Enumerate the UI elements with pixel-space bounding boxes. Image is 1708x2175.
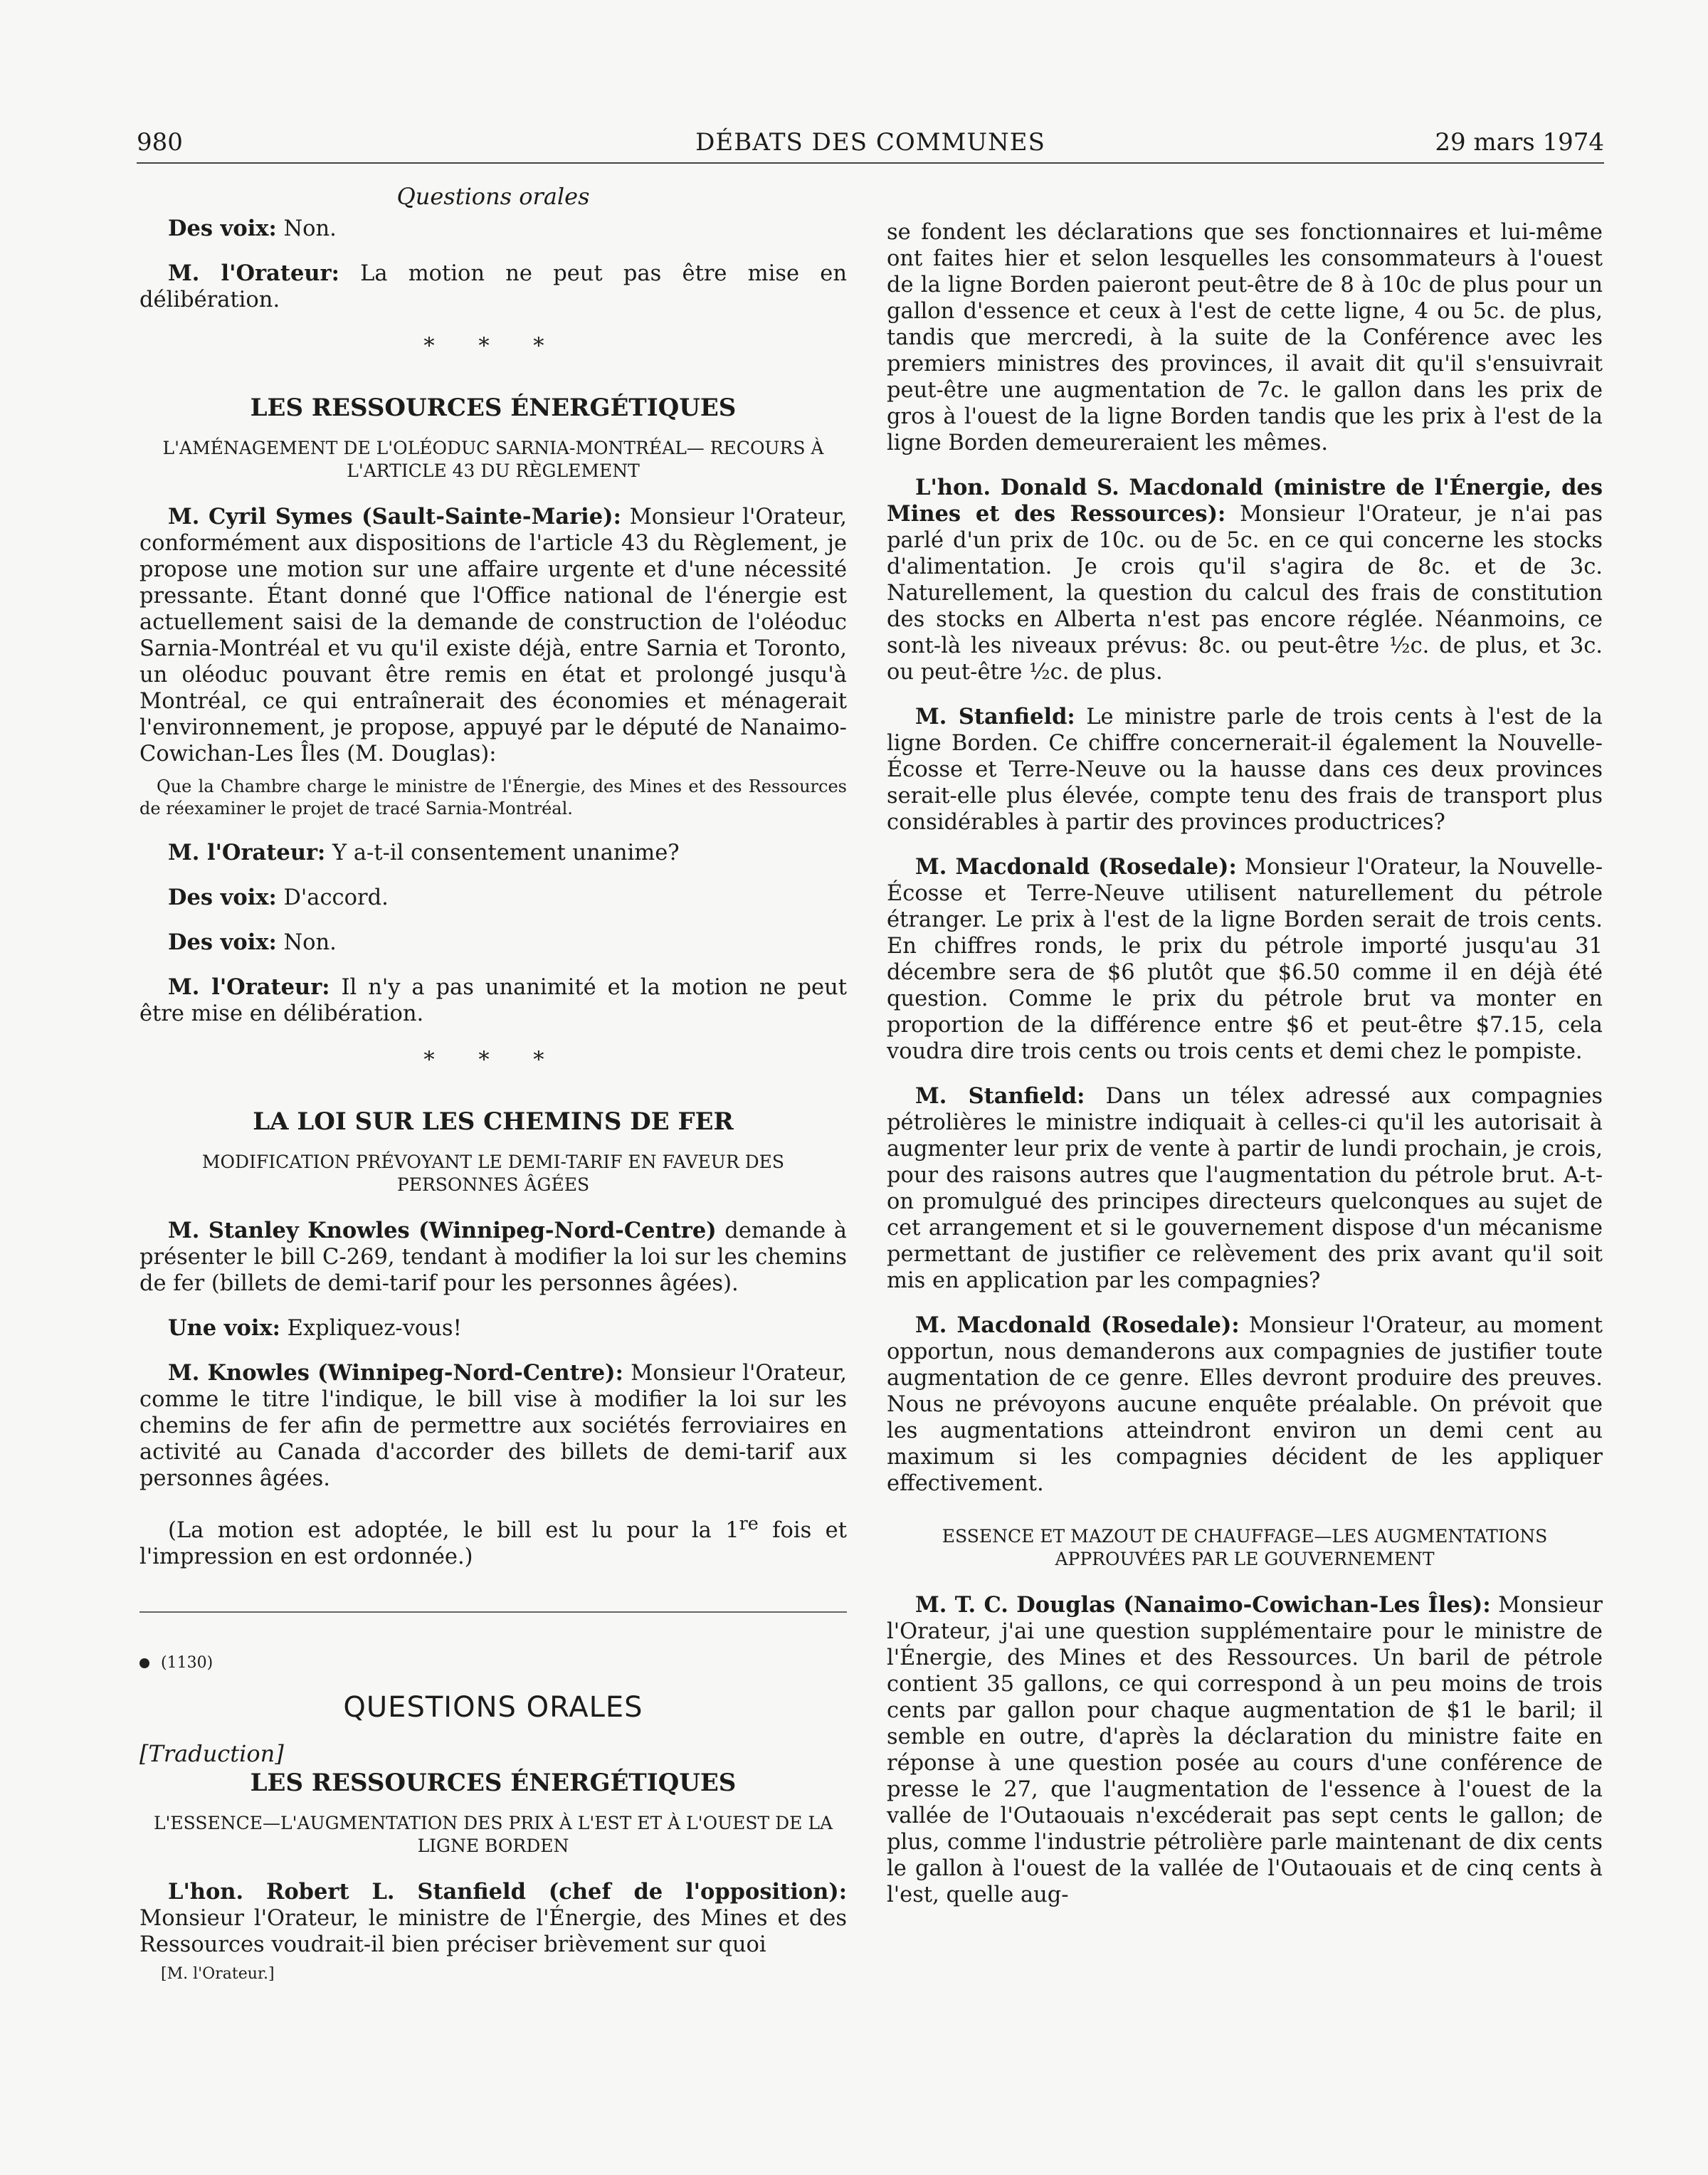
subsection-heading: MODIFICATION PRÉVOYANT LE DEMI-TARIF EN FAVEUR DES PERSONNES ÂGÉES	[201, 1152, 785, 1195]
paragraph	[139, 1360, 847, 1492]
paragraph	[887, 854, 1603, 1065]
speech-text: Monsieur l'Orateur, la Nouvelle-Écosse et Terre-Neuve utilisent naturellement du pétrole étranger. Le prix à l'est de la ligne Borden serait de trois cents. En chiffres ronds, le prix du pétrole importé jusqu'au 31 décembre sera de $6 plutôt que $6.50 comme il en déjà été question. Comme le prix du pétrole brut va monter en proportion de la différence entre $6 et peut-être $7.15, cela voudra dire trois cents ou trois cents et demi chez le pompiste.	[887, 855, 1603, 1064]
speaker: Des voix:	[168, 885, 277, 910]
page-title: DÉBATS DES COMMUNES	[695, 128, 1045, 157]
time-marker	[139, 1650, 847, 1676]
speech-text: Non.	[276, 930, 337, 955]
speech-text: Non.	[276, 216, 337, 241]
speech-text: Y a-t-il consentement unanime?	[325, 841, 680, 865]
speaker: M. Macdonald (Rosedale):	[915, 854, 1237, 880]
running-title: Questions orales	[396, 183, 590, 210]
speaker: M. l'Orateur:	[168, 840, 326, 865]
paragraph	[887, 1592, 1603, 1908]
speaker: M. Stanfield:	[915, 1083, 1085, 1109]
speech-text: Monsieur l'Orateur, j'ai une question supplémentaire pour le ministre de l'Énergie, des Mines et des Ressources. Un baril de pétrole contient 35 gallons, ce qui correspond à un peu moins de trois cents par gallon pour chaque augmentation de $1 le baril; il semble en outre, d'après la déclaration du ministre faite en réponse à une question posée au cours d'une conférence de presse le 27, que l'augmentation de l'essence à l'ouest de la vallée de l'Outaouais n'excéderait pas sept cents le gallon; de plus, comme l'industrie pétrolière parle maintenant de dix cents le gallon à l'ouest de la vallée de l'Outaouais et de cinq cents à l'est, quelle aug-	[887, 1593, 1603, 1907]
right-column	[887, 219, 1603, 1927]
speaker: L'hon. Donald S. Macdonald (ministre de l'Énergie, des Mines et des Ressources):	[887, 475, 1603, 527]
speaker: M. Knowles (Winnipeg-Nord-Centre):	[168, 1360, 623, 1386]
paragraph	[139, 885, 847, 911]
motion-text: Que la Chambre charge le ministre de l'Énergie, des Mines et des Ressources de réexaminer le projet de tracé Sarnia-Montréal.	[139, 776, 847, 818]
time-marker-text: (1130)	[161, 1654, 214, 1673]
speaker: M. T. C. Douglas (Nanaimo-Cowichan-Les Îles):	[915, 1592, 1491, 1618]
section-separator: * * *	[423, 334, 563, 359]
paragraph	[139, 504, 847, 767]
footer-note: [M. l'Orateur.]	[161, 1965, 275, 1984]
speaker: M. l'Orateur:	[168, 974, 330, 1000]
paragraph	[139, 1879, 847, 1958]
speaker: M. l'Orateur:	[168, 260, 339, 286]
header-rule	[137, 162, 1604, 164]
speech-text: Monsieur l'Orateur, comme le titre l'indique, le bill vise à modifier la loi sur les chemins de fer afin de permettre aux sociétés ferroviaires en activité au Canada d'accorder des billets de demi-tarif aux personnes âgées.	[139, 1361, 847, 1491]
speaker: M. Stanfield:	[915, 704, 1075, 730]
divider	[139, 1611, 847, 1613]
speech-text: Monsieur l'Orateur, conformément aux dispositions de l'article 43 du Règlement, je propose une motion sur une affaire urgente et d'une nécessité pressante. Étant donné que l'Office national de l'énergie est actuellement saisi de la demande de construction de l'oléoduc Sarnia-Montréal et vu qu'il existe déjà, entre Sarnia et Toronto, un oléoduc pouvant être remis en état et prolongé jusqu'à Montréal, ce qui entraînerait des économies et ménagerait l'environnement, je propose, appuyé par le député de Nanaimo-Cowichan-Les Îles (M. Douglas):	[139, 505, 847, 767]
page-number: 980	[137, 128, 183, 157]
section-heading: LES RESSOURCES ÉNERGÉTIQUES	[250, 1769, 737, 1798]
speech-text: fois et l'impression en est ordonnée.)	[139, 1518, 847, 1570]
speech-text: Il n'y a pas unanimité et la motion ne peut être mise en délibération.	[139, 975, 847, 1026]
translation-note: [Traduction]	[139, 1740, 284, 1768]
paragraph	[139, 974, 847, 1027]
paragraph: se fondent les déclarations que ses fonctionnaires et lui-même ont faites hier et selon lesquelles les consommateurs à l'ouest de la ligne Borden paieront peut-être de 8 à 10c de plus pour un gallon d'essence et ceux à l'est de cette ligne, 4 ou 5c. de plus, tandis que mercredi, à la suite de la Conférence avec les premiers ministres des provinces, il avait dit qu'il s'ensuivrait peut-être une augmentation de 7c. le gallon dans les prix de gros à l'ouest de la ligne Borden tandis que les prix à l'est de la ligne Borden demeureraient les mêmes.	[887, 220, 1603, 455]
paragraph	[139, 1315, 847, 1342]
paragraph	[139, 929, 847, 956]
paragraph	[139, 1218, 847, 1297]
speaker: M. Macdonald (Rosedale):	[915, 1312, 1240, 1338]
page-date: 29 mars 1974	[1435, 128, 1604, 157]
speech-text: Monsieur l'Orateur, le ministre de l'Énergie, des Mines et des Ressources voudrait-il bien préciser brièvement sur quoi	[139, 1906, 847, 1958]
section-separator: * * *	[423, 1048, 563, 1073]
speech-text: demande à présenter le bill C-269, tendant à modifier la loi sur les chemins de fer (billets de demi-tarif pour les personnes âgées).	[139, 1218, 847, 1296]
speech-text: Dans un télex adressé aux compagnies pétrolières le ministre indiquait à celles-ci qu'il les autorisait à augmenter leur prix de vente à partir de lundi prochain, je crois, pour des raisons autres que l'augmentation du pétrole brut. A-t-on promulgué des principes directeurs quelconques au sujet de cet arrangement et si le gouvernement dispose d'un mécanisme permettant de justifier ce relèvement des prix avant qu'il soit mis en application par les compagnies?	[887, 1084, 1603, 1293]
speaker: Des voix:	[168, 216, 277, 241]
speaker: Une voix:	[168, 1315, 280, 1341]
left-column	[139, 184, 847, 1987]
subsection-heading: L'ESSENCE—L'AUGMENTATION DES PRIX À L'EST ET À L'OUEST DE LA LIGNE BORDEN	[153, 1813, 833, 1857]
speech-text: La motion ne peut pas être mise en délibération.	[139, 261, 847, 312]
paragraph	[139, 1510, 847, 1570]
speech-text: Expliquez-vous!	[280, 1316, 462, 1341]
section-heading: LA LOI SUR LES CHEMINS DE FER	[253, 1107, 734, 1136]
section-heading: LES RESSOURCES ÉNERGÉTIQUES	[250, 394, 737, 422]
speech-text: Le ministre parle de trois cents à l'est de la ligne Borden. Ce chiffre concernerait-il également la Nouvelle-Écosse et Terre-Neuve ou la hausse dans ces deux provinces serait-elle plus élevée, compte tenu des frais de transport plus considérables à partir des provinces productrices?	[887, 705, 1603, 835]
paragraph	[887, 1083, 1603, 1294]
page-header	[137, 128, 1604, 162]
paragraph	[139, 840, 847, 866]
major-heading: QUESTIONS ORALES	[343, 1691, 643, 1724]
subsection-heading: ESSENCE ET MAZOUT DE CHAUFFAGE—LES AUGMENTATIONS APPROUVÉES PAR LE GOUVERNEMENT	[942, 1526, 1548, 1569]
paragraph	[887, 475, 1603, 685]
subsection-heading: L'AMÉNAGEMENT DE L'OLÉODUC SARNIA-MONTRÉAL— RECOURS À L'ARTICLE 43 DU RÈGLEMENT	[162, 438, 824, 481]
speech-text: Monsieur l'Orateur, au moment opportun, nous demanderons aux compagnies de justifier toute augmentation de ce genre. Elles devront produire des preuves. Nous ne prévoyons aucune enquête préalable. On prévoit que les augmentations atteindront environ un demi cent au maximum si les compagnies décident de les appliquer effectivement.	[887, 1313, 1603, 1496]
speaker: Des voix:	[168, 929, 277, 955]
speech-text: (La motion est adoptée, le bill est lu pour la 1	[168, 1518, 739, 1544]
speaker: L'hon. Robert L. Stanfield (chef de l'opposition):	[168, 1879, 847, 1905]
paragraph	[887, 704, 1603, 836]
bullet-dot-icon	[139, 1658, 149, 1668]
speech-text: D'accord.	[276, 885, 389, 910]
speech-text: Monsieur l'Orateur, je n'ai pas parlé d'un prix de 10c. ou de 5c. en ce qui concerne les stocks d'alimentation. Je crois qu'il s'agira de 8c. et de 3c. Naturellement, la question du calcul des frais de constitution des stocks en Alberta n'est pas encore réglée. Néanmoins, ce sont-là les niveaux prévus: 8c. ou peut-être ½c. de plus, et 3c. ou peut-être ½c. de plus.	[887, 502, 1603, 685]
paragraph	[139, 260, 847, 313]
speaker: M. Cyril Symes (Sault-Sainte-Marie):	[168, 504, 621, 530]
paragraph	[887, 1312, 1603, 1497]
speaker: M. Stanley Knowles (Winnipeg-Nord-Centre)	[168, 1218, 717, 1243]
paragraph	[139, 216, 847, 242]
ordinal-superscript: re	[739, 1512, 759, 1534]
